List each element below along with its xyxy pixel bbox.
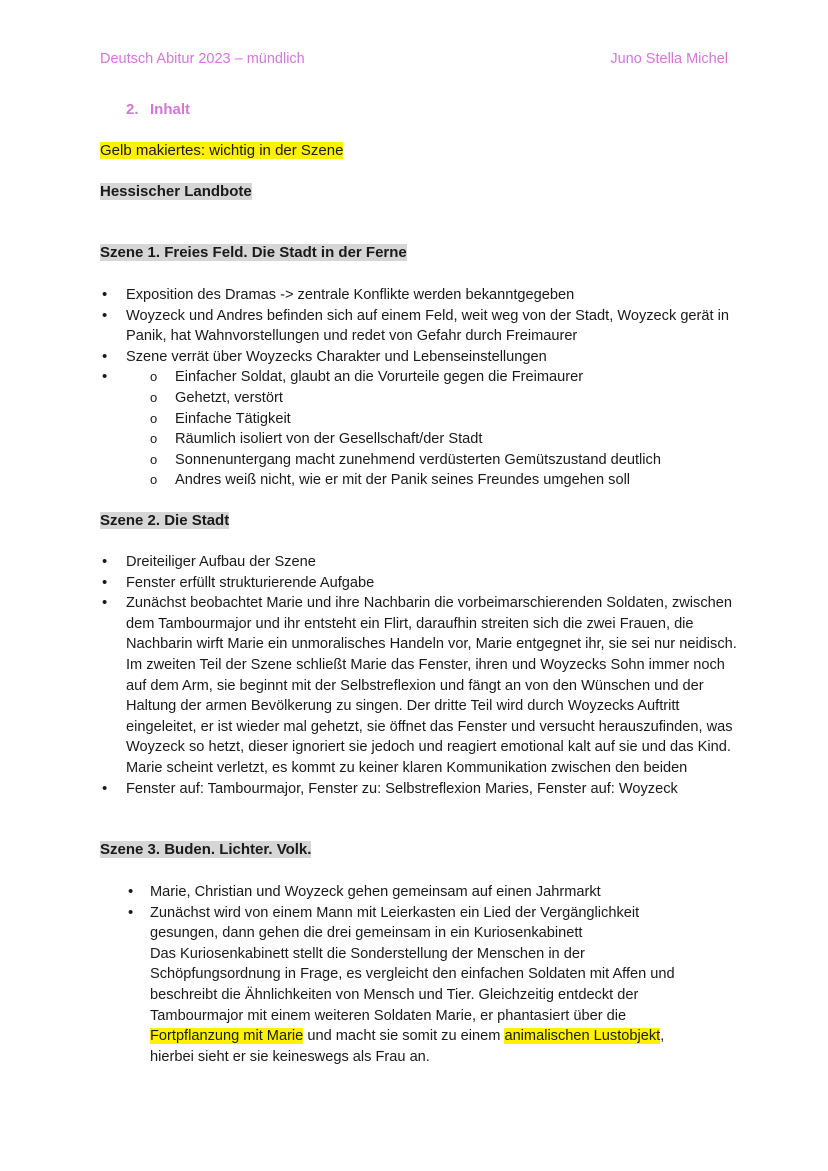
scene1-sublist [100, 367, 740, 491]
scene1-title: Szene 1. Freies Feld. Die Stadt in der Ferne [100, 244, 407, 261]
highlight-lustobjekt: animalischen Lustobjekt [504, 1028, 661, 1045]
header-right: Juno Stella Michel [610, 51, 728, 67]
scene1-bullet [100, 347, 740, 368]
scene3-mid-text: und macht sie somit zu einem [303, 1028, 505, 1045]
scene1-subbullet: o Gehetzt, verstört [100, 388, 740, 409]
scene1-subbullet: o • Einfacher Soldat, glaubt an die Vorurteile gegen die Freimaurer [100, 367, 740, 388]
scene1-subbullet: o Andres weiß nicht, wie er mit der Panik seines Freundes umgehen soll [100, 470, 740, 491]
scene3-heading [100, 841, 311, 858]
scene1-bullet: • Exposition des Dramas -> zentrale Konflikte werden bekanntgegeben [100, 285, 740, 306]
scene2-bullet: • Fenster erfüllt strukturierende Aufgabe [100, 573, 740, 594]
scene1-subbullet: o Einfache Tätigkeit [100, 409, 740, 430]
scene1-subbullet: o Sonnenuntergang macht zunehmend verdüsterten Gemütszustand deutlich [100, 450, 740, 471]
highlight-note-text: Gelb makiertes: wichtig in der Szene [100, 142, 344, 159]
section-heading [126, 101, 190, 118]
hessischer-heading [100, 183, 252, 200]
scene1-bullet-text: Szene verrät über Woyzecks Charakter und Lebenseinstellungen [126, 348, 547, 365]
scene1-bullet: • Woyzeck und Andres befinden sich auf einem Feld, weit weg von der Stadt, Woyzeck gerät in Panik, hat Wahnvorstellungen und redet von Gefahr durch Freimaurer [100, 306, 740, 347]
scene2-bullet: • Zunächst beobachtet Marie und ihre Nachbarin die vorbeimarschierenden Soldaten, zwischen dem Tambourmajor und ihr entsteht ein Flirt, daraufhin streiten sich die zwei Frauen, die Nachbarin wirft Marie ein unmoralisches Handeln vor, Marie entgegnet ihr, sie sei nur neidisch. Im zweiten Teil der Szene schließt Marie das Fenster, ihren und Woyzecks Sohn immer noch auf dem Arm, sie beginnt mit der Selbstreflexion und fängt an von den Wünschen und der Haltung der armen Bevölkerung zu singen. Der dritte Teil wird durch Woyzecks Auftritt eingeleitet, er ist wieder mal gehetzt, sie öffnet das Fenster und versucht herauszufinden, was Woyzeck so hetzt, dieser ignoriert sie jedoch und reagiert emotional kalt auf sie und das Kind. Marie scheint verletzt, es kommt zu keiner klaren Kommunikation zwischen den beiden [100, 593, 740, 778]
scene3-list [126, 882, 706, 1067]
scene2-bullet: • Fenster auf: Tambourmajor, Fenster zu: Selbstreflexion Maries, Fenster auf: Woyzeck [100, 779, 740, 800]
scene1-subbullet: o Räumlich isoliert von der Gesellschaft/der Stadt [100, 429, 740, 450]
scene3-bullet-continuation: Das Kuriosenkabinett stellt die Sonderstellung der Menschen in der Schöpfungsordnung in Frage, es vergleicht den einfachen Soldaten mit Affen und beschreibt die Ähnlichkeiten von Mensch und Tier. Gleichzeitig entdeckt der Tambourmajor mit einem weiteren Soldaten Marie, er phantasiert über die [150, 945, 675, 1024]
highlight-fortpflanzung: Fortpflanzung mit Marie [150, 1028, 304, 1045]
scene3-end-punct: , [660, 1028, 665, 1045]
section-number: 2. [126, 101, 139, 118]
scene3-last-line: hierbei sieht er sie keineswegs als Frau an. [150, 1048, 430, 1065]
header-left: Deutsch Abitur 2023 – mündlich [100, 51, 305, 67]
section-title: Inhalt [150, 101, 190, 118]
hessischer-heading-text: Hessischer Landbote [100, 183, 252, 200]
scene1-heading [100, 244, 407, 261]
scene2-list [100, 552, 740, 799]
highlight-note [100, 142, 343, 159]
scene2-title: Szene 2. Die Stadt [100, 512, 230, 529]
scene1-list [100, 285, 740, 491]
scene3-bullet [126, 903, 706, 1068]
scene3-bullet: • Marie, Christian und Woyzeck gehen gemeinsam auf einen Jahrmarkt [126, 882, 706, 903]
scene2-heading [100, 512, 229, 529]
scene1-sublist-wrap [100, 367, 740, 491]
scene3-bullet-text: Zunächst wird von einem Mann mit Leierkasten ein Lied der Vergänglichkeit gesungen, dann gehen die drei gemeinsam in ein Kuriosenkabinett [150, 904, 640, 942]
scene3-title: Szene 3. Buden. Lichter. Volk. [100, 841, 312, 858]
scene2-bullet: • Dreiteiliger Aufbau der Szene [100, 552, 740, 573]
